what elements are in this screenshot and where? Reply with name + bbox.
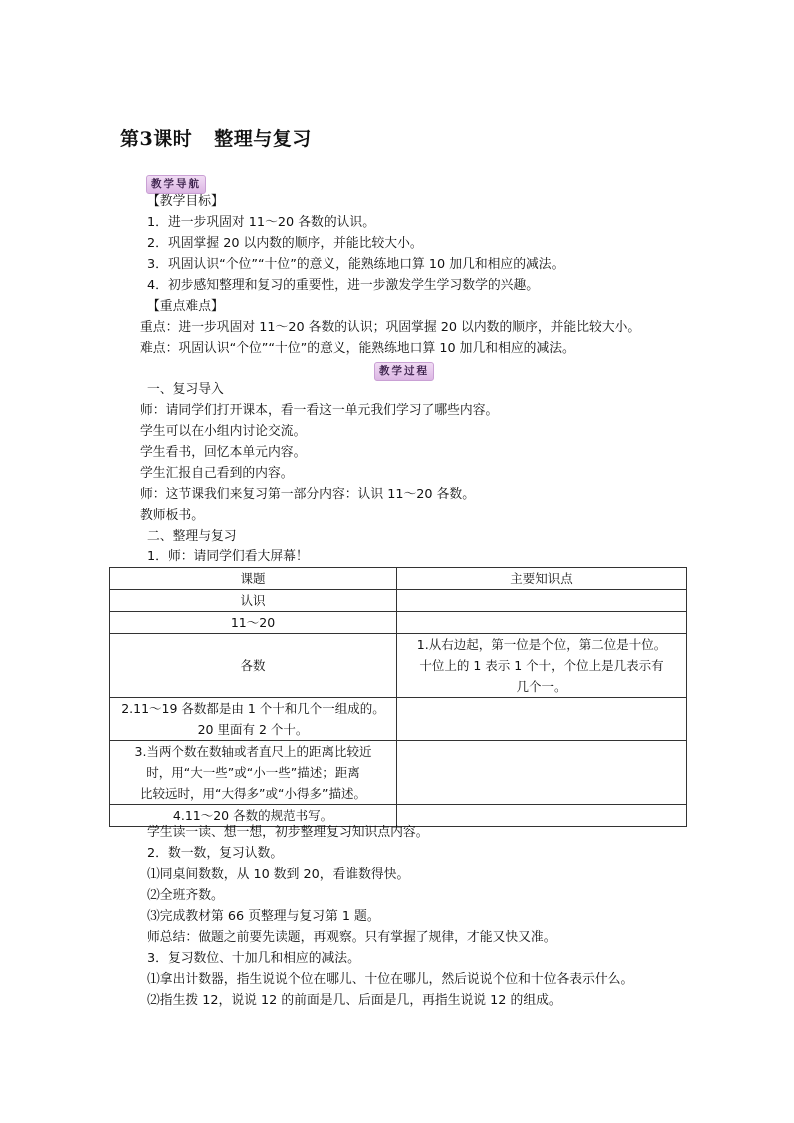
goal-item-2: 2．巩固掌握 20 以内数的顺序，并能比较大小。 bbox=[147, 236, 423, 251]
goal-item-4: 4．初步感知整理和复习的重要性，进一步激发学生学习数学的兴趣。 bbox=[147, 278, 540, 293]
part1-line-2: 学生可以在小组内讨论交流。 bbox=[140, 424, 307, 439]
after-table-line-4: ⑵全班齐数。 bbox=[147, 888, 224, 903]
table-cell: 认识 bbox=[110, 590, 397, 612]
lesson-number: 第3课时 bbox=[120, 128, 193, 150]
part1-line-6: 教师板书。 bbox=[140, 508, 204, 523]
part2-intro: 1．师：请同学们看大屏幕！ bbox=[147, 549, 309, 564]
table-cell bbox=[110, 698, 397, 741]
lesson-topic: 整理与复习 bbox=[214, 128, 312, 150]
table-header-topic: 课题 bbox=[110, 568, 397, 590]
table-cell bbox=[110, 741, 397, 805]
focus-key-points: 重点：进一步巩固对 11～20 各数的认识；巩固掌握 20 以内数的顺序，并能比较大小。 bbox=[140, 320, 641, 335]
after-table-line-7: 3．复习数位、十加几和相应的减法。 bbox=[147, 951, 360, 966]
lesson-title bbox=[120, 124, 312, 151]
table-cell: 4.11～20 各数的规范书写。 bbox=[110, 805, 397, 827]
focus-heading: 【重点难点】 bbox=[147, 299, 224, 314]
table-header-knowledge: 主要知识点 bbox=[397, 568, 687, 590]
table-cell bbox=[397, 634, 687, 698]
table-row bbox=[110, 590, 687, 612]
after-table-line-2: 2．数一数，复习认数。 bbox=[147, 846, 284, 861]
goal-item-1: 1．进一步巩固对 11～20 各数的认识。 bbox=[147, 215, 376, 230]
table-cell-line: 几个一。 bbox=[516, 679, 567, 694]
knowledge-table bbox=[109, 567, 687, 827]
after-table-line-8: ⑴拿出计数器，指生说说个位在哪儿、十位在哪儿，然后说说个位和十位各表示什么。 bbox=[147, 972, 634, 987]
table-row bbox=[110, 612, 687, 634]
table-cell-empty bbox=[397, 590, 687, 612]
table-cell-empty bbox=[397, 698, 687, 741]
table-cell: 各数 bbox=[110, 634, 397, 698]
table-cell-empty bbox=[397, 741, 687, 805]
table-cell-line: 2.11～19 各数都是由 1 个十和几个一组成的。 bbox=[121, 701, 385, 716]
part1-heading: 一、复习导入 bbox=[147, 382, 224, 397]
after-table-line-6: 师总结：做题之前要先读题，再观察。只有掌握了规律，才能又快又准。 bbox=[147, 930, 557, 945]
focus-difficult-points: 难点：巩固认识“个位”“十位”的意义，能熟练地口算 10 加几和相应的减法。 bbox=[140, 341, 575, 356]
teaching-process-badge: 教学过程 bbox=[374, 362, 434, 381]
table-cell-line: 20 里面有 2 个十。 bbox=[197, 722, 309, 737]
table-row bbox=[110, 634, 687, 698]
after-table-line-3: ⑴同桌间数数，从 10 数到 20，看谁数得快。 bbox=[147, 867, 410, 882]
table-cell-line: 时，用“大一些”或“小一些”描述；距离 bbox=[146, 765, 360, 780]
part2-heading: 二、整理与复习 bbox=[147, 529, 237, 544]
after-table-line-1: 学生读一读、想一想，初步整理复习知识点内容。 bbox=[147, 825, 429, 840]
after-table-line-5: ⑶完成教材第 66 页整理与复习第 1 题。 bbox=[147, 909, 380, 924]
table-row bbox=[110, 698, 687, 741]
teaching-guide-badge: 教学导航 bbox=[146, 175, 206, 194]
part1-line-4: 学生汇报自己看到的内容。 bbox=[140, 466, 294, 481]
table-cell-line: 比较远时，用“大得多”或“小得多”描述。 bbox=[140, 786, 366, 801]
part1-line-1: 师：请同学们打开课本，看一看这一单元我们学习了哪些内容。 bbox=[140, 403, 499, 418]
part1-line-5: 师：这节课我们来复习第一部分内容：认识 11～20 各数。 bbox=[140, 487, 476, 502]
table-cell-line: 十位上的 1 表示 1 个十，个位上是几表示有 bbox=[419, 658, 664, 673]
table-cell-empty bbox=[397, 612, 687, 634]
goals-heading: 【教学目标】 bbox=[147, 194, 224, 209]
table-row bbox=[110, 741, 687, 805]
table-cell-line: 1.从右边起，第一位是个位，第二位是十位。 bbox=[416, 637, 667, 652]
table-cell-line: 3.当两个数在数轴或者直尺上的距离比较近 bbox=[134, 744, 372, 759]
table-cell-empty bbox=[397, 805, 687, 827]
after-table-line-9: ⑵指生拨 12，说说 12 的前面是几、后面是几，再指生说说 12 的组成。 bbox=[147, 993, 562, 1008]
goal-item-3: 3．巩固认识“个位”“十位”的意义，能熟练地口算 10 加几和相应的减法。 bbox=[147, 257, 565, 272]
part1-line-3: 学生看书，回忆本单元内容。 bbox=[140, 445, 307, 460]
table-cell: 11～20 bbox=[110, 612, 397, 634]
table-row bbox=[110, 568, 687, 590]
